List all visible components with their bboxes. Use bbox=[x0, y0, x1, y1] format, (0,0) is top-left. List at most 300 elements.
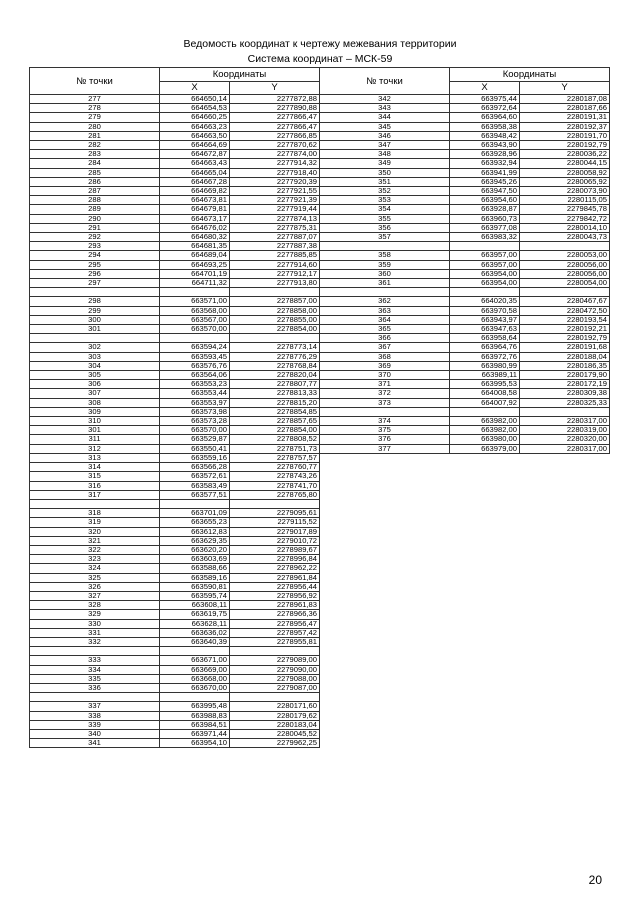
y-coordinate-cell: 2278807,77 bbox=[230, 380, 320, 389]
header-y: Y bbox=[520, 82, 610, 95]
point-number-cell: 303 bbox=[30, 352, 160, 361]
table-row bbox=[320, 187, 610, 196]
point-number-cell: 348 bbox=[320, 150, 450, 159]
y-coordinate-cell bbox=[230, 288, 320, 297]
point-number-cell: 277 bbox=[30, 95, 160, 104]
table-row bbox=[30, 683, 320, 692]
x-coordinate-cell: 664660,25 bbox=[160, 113, 230, 122]
point-number-cell: 343 bbox=[320, 104, 450, 113]
y-coordinate-cell: 2277914,32 bbox=[230, 159, 320, 168]
y-coordinate-cell: 2277921,39 bbox=[230, 196, 320, 205]
table-row bbox=[30, 702, 320, 711]
point-number-cell: 311 bbox=[30, 435, 160, 444]
table-row bbox=[320, 104, 610, 113]
table-row bbox=[30, 279, 320, 288]
y-coordinate-cell: 2278956,92 bbox=[230, 591, 320, 600]
y-coordinate-cell: 2277874,00 bbox=[230, 150, 320, 159]
x-coordinate-cell: 664673,17 bbox=[160, 214, 230, 223]
point-number-cell: 357 bbox=[320, 233, 450, 242]
x-coordinate-cell: 664663,23 bbox=[160, 122, 230, 131]
point-number-cell: 349 bbox=[320, 159, 450, 168]
y-coordinate-cell: 2279095,61 bbox=[230, 509, 320, 518]
y-coordinate-cell: 2280192,79 bbox=[520, 141, 610, 150]
header-coordinates: Координаты bbox=[160, 68, 320, 82]
point-number-cell: 323 bbox=[30, 555, 160, 564]
x-coordinate-cell: 663655,23 bbox=[160, 518, 230, 527]
y-coordinate-cell: 2280073,90 bbox=[520, 187, 610, 196]
y-coordinate-cell: 2280043,73 bbox=[520, 233, 610, 242]
x-coordinate-cell: 664679,81 bbox=[160, 205, 230, 214]
x-coordinate-cell: 663701,09 bbox=[160, 509, 230, 518]
table-row bbox=[320, 389, 610, 398]
y-coordinate-cell: 2279089,00 bbox=[230, 656, 320, 665]
x-coordinate-cell: 663620,20 bbox=[160, 545, 230, 554]
y-coordinate-cell: 2277866,47 bbox=[230, 113, 320, 122]
point-number-cell bbox=[30, 288, 160, 297]
point-number-cell: 316 bbox=[30, 481, 160, 490]
y-coordinate-cell: 2280472,50 bbox=[520, 306, 610, 315]
x-coordinate-cell: 664664,69 bbox=[160, 141, 230, 150]
table-row bbox=[30, 417, 320, 426]
x-coordinate-cell: 663982,00 bbox=[450, 417, 520, 426]
point-number-cell: 293 bbox=[30, 242, 160, 251]
y-coordinate-cell: 2277885,85 bbox=[230, 251, 320, 260]
header-point-number: № точки bbox=[320, 68, 450, 95]
coordinate-system-subtitle: Система координат – МСК-59 bbox=[247, 53, 393, 65]
point-number-cell bbox=[30, 693, 160, 702]
y-coordinate-cell: 2278857,00 bbox=[230, 297, 320, 306]
x-coordinate-cell: 663941,99 bbox=[450, 168, 520, 177]
y-coordinate-cell: 2277872,88 bbox=[230, 95, 320, 104]
point-number-cell: 284 bbox=[30, 159, 160, 168]
table-row bbox=[30, 601, 320, 610]
y-coordinate-cell: 2280115,05 bbox=[520, 196, 610, 205]
table-row bbox=[30, 122, 320, 131]
point-number-cell: 375 bbox=[320, 426, 450, 435]
y-coordinate-cell: 2278961,84 bbox=[230, 573, 320, 582]
y-coordinate-cell bbox=[520, 407, 610, 416]
point-number-cell: 371 bbox=[320, 380, 450, 389]
table-row bbox=[30, 306, 320, 315]
x-coordinate-cell bbox=[160, 647, 230, 656]
point-number-cell: 278 bbox=[30, 104, 160, 113]
table-row bbox=[320, 131, 610, 140]
point-number-cell: 353 bbox=[320, 196, 450, 205]
y-coordinate-cell: 2280320,00 bbox=[520, 435, 610, 444]
x-coordinate-cell bbox=[450, 288, 520, 297]
y-coordinate-cell: 2280044,15 bbox=[520, 159, 610, 168]
x-coordinate-cell: 663589,16 bbox=[160, 573, 230, 582]
table-row bbox=[30, 637, 320, 646]
table-row bbox=[30, 196, 320, 205]
table-row bbox=[30, 674, 320, 683]
table-row bbox=[320, 306, 610, 315]
y-coordinate-cell: 2277887,38 bbox=[230, 242, 320, 251]
point-number-cell: 337 bbox=[30, 702, 160, 711]
table-row bbox=[30, 343, 320, 352]
y-coordinate-cell: 2280188,04 bbox=[520, 352, 610, 361]
x-coordinate-cell: 664673,81 bbox=[160, 196, 230, 205]
x-coordinate-cell: 664689,04 bbox=[160, 251, 230, 260]
x-coordinate-cell: 663671,00 bbox=[160, 656, 230, 665]
table-row bbox=[320, 168, 610, 177]
table-row bbox=[320, 251, 610, 260]
point-number-cell: 377 bbox=[320, 444, 450, 453]
x-coordinate-cell: 663960,73 bbox=[450, 214, 520, 223]
table-row bbox=[320, 122, 610, 131]
point-number-cell bbox=[30, 647, 160, 656]
x-coordinate-cell: 663989,11 bbox=[450, 371, 520, 380]
x-coordinate-cell bbox=[160, 693, 230, 702]
y-coordinate-cell: 2280172,19 bbox=[520, 380, 610, 389]
y-coordinate-cell: 2280325,33 bbox=[520, 398, 610, 407]
point-number-cell: 367 bbox=[320, 343, 450, 352]
x-coordinate-cell: 663928,96 bbox=[450, 150, 520, 159]
point-number-cell: 368 bbox=[320, 352, 450, 361]
point-number-cell: 327 bbox=[30, 591, 160, 600]
x-coordinate-cell: 663577,51 bbox=[160, 490, 230, 499]
y-coordinate-cell: 2280193,54 bbox=[520, 315, 610, 324]
y-coordinate-cell: 2278820,04 bbox=[230, 371, 320, 380]
table-row bbox=[30, 380, 320, 389]
page-number: 20 bbox=[588, 873, 602, 887]
point-number-cell: 287 bbox=[30, 187, 160, 196]
point-number-cell: 335 bbox=[30, 674, 160, 683]
y-coordinate-cell: 2277890,88 bbox=[230, 104, 320, 113]
table-row bbox=[30, 739, 320, 748]
table-row bbox=[30, 205, 320, 214]
table-row bbox=[30, 619, 320, 628]
y-coordinate-cell: 2278765,80 bbox=[230, 490, 320, 499]
y-coordinate-cell: 2277921,55 bbox=[230, 187, 320, 196]
table-row bbox=[30, 720, 320, 729]
y-coordinate-cell: 2278751,73 bbox=[230, 444, 320, 453]
table-row bbox=[30, 95, 320, 104]
table-row bbox=[320, 444, 610, 453]
point-number-cell: 308 bbox=[30, 398, 160, 407]
table-row bbox=[30, 187, 320, 196]
y-coordinate-cell bbox=[520, 288, 610, 297]
y-coordinate-cell: 2280065,92 bbox=[520, 177, 610, 186]
point-number-cell bbox=[320, 288, 450, 297]
x-coordinate-cell: 663571,00 bbox=[160, 297, 230, 306]
point-number-cell: 333 bbox=[30, 656, 160, 665]
y-coordinate-cell: 2277912,17 bbox=[230, 269, 320, 278]
point-number-cell: 364 bbox=[320, 315, 450, 324]
table-row bbox=[30, 564, 320, 573]
y-coordinate-cell: 2279090,00 bbox=[230, 665, 320, 674]
point-number-cell: 373 bbox=[320, 398, 450, 407]
y-coordinate-cell: 2280317,00 bbox=[520, 417, 610, 426]
y-coordinate-cell: 2278854,85 bbox=[230, 407, 320, 416]
point-number-cell: 309 bbox=[30, 407, 160, 416]
x-coordinate-cell: 663954,60 bbox=[450, 196, 520, 205]
table-row bbox=[320, 426, 610, 435]
point-number-cell: 361 bbox=[320, 279, 450, 288]
y-coordinate-cell: 2279088,00 bbox=[230, 674, 320, 683]
table-row bbox=[320, 380, 610, 389]
point-number-cell: 295 bbox=[30, 260, 160, 269]
x-coordinate-cell: 663964,76 bbox=[450, 343, 520, 352]
x-coordinate-cell: 663608,11 bbox=[160, 601, 230, 610]
point-number-cell: 336 bbox=[30, 683, 160, 692]
x-coordinate-cell: 663572,61 bbox=[160, 472, 230, 481]
table-row bbox=[30, 398, 320, 407]
point-number-cell: 374 bbox=[320, 417, 450, 426]
point-number-cell: 346 bbox=[320, 131, 450, 140]
y-coordinate-cell: 2280056,00 bbox=[520, 269, 610, 278]
x-coordinate-cell: 663932,94 bbox=[450, 159, 520, 168]
y-coordinate-cell: 2278815,20 bbox=[230, 398, 320, 407]
x-coordinate-cell: 663964,60 bbox=[450, 113, 520, 122]
x-coordinate-cell: 663636,02 bbox=[160, 628, 230, 637]
table-row bbox=[30, 260, 320, 269]
y-coordinate-cell: 2280171,60 bbox=[230, 702, 320, 711]
table-row bbox=[30, 371, 320, 380]
point-number-cell: 313 bbox=[30, 453, 160, 462]
table-row bbox=[320, 205, 610, 214]
y-coordinate-cell: 2279017,89 bbox=[230, 527, 320, 536]
table-row bbox=[30, 334, 320, 343]
table-row bbox=[30, 168, 320, 177]
point-number-cell: 355 bbox=[320, 214, 450, 223]
table-row bbox=[30, 361, 320, 370]
y-coordinate-cell: 2278813,33 bbox=[230, 389, 320, 398]
table-row bbox=[320, 223, 610, 232]
y-coordinate-cell: 2277870,62 bbox=[230, 141, 320, 150]
x-coordinate-cell: 663629,35 bbox=[160, 536, 230, 545]
y-coordinate-cell: 2278757,57 bbox=[230, 453, 320, 462]
x-coordinate-cell: 664676,02 bbox=[160, 223, 230, 232]
point-number-cell: 338 bbox=[30, 711, 160, 720]
y-coordinate-cell: 2280183,04 bbox=[230, 720, 320, 729]
point-number-cell: 330 bbox=[30, 619, 160, 628]
y-coordinate-cell: 2278962,22 bbox=[230, 564, 320, 573]
y-coordinate-cell: 2279115,52 bbox=[230, 518, 320, 527]
table-row bbox=[30, 665, 320, 674]
point-number-cell: 322 bbox=[30, 545, 160, 554]
point-number-cell: 365 bbox=[320, 325, 450, 334]
y-coordinate-cell: 2280186,35 bbox=[520, 361, 610, 370]
y-coordinate-cell: 2280192,37 bbox=[520, 122, 610, 131]
y-coordinate-cell: 2280036,22 bbox=[520, 150, 610, 159]
x-coordinate-cell: 664654,53 bbox=[160, 104, 230, 113]
point-number-cell: 298 bbox=[30, 297, 160, 306]
table-row bbox=[320, 159, 610, 168]
x-coordinate-cell: 663984,51 bbox=[160, 720, 230, 729]
point-number-cell: 354 bbox=[320, 205, 450, 214]
x-coordinate-cell: 664680,32 bbox=[160, 233, 230, 242]
x-coordinate-cell: 663972,76 bbox=[450, 352, 520, 361]
point-number-cell: 281 bbox=[30, 131, 160, 140]
x-coordinate-cell: 663957,00 bbox=[450, 251, 520, 260]
y-coordinate-cell: 2280054,00 bbox=[520, 279, 610, 288]
x-coordinate-cell: 663603,69 bbox=[160, 555, 230, 564]
x-coordinate-cell: 664663,43 bbox=[160, 159, 230, 168]
table-row bbox=[30, 490, 320, 499]
y-coordinate-cell: 2278855,00 bbox=[230, 315, 320, 324]
y-coordinate-cell: 2280056,00 bbox=[520, 260, 610, 269]
table-row bbox=[30, 242, 320, 251]
y-coordinate-cell: 2278741,70 bbox=[230, 481, 320, 490]
x-coordinate-cell: 664669,82 bbox=[160, 187, 230, 196]
x-coordinate-cell: 663590,81 bbox=[160, 582, 230, 591]
x-coordinate-cell: 663594,24 bbox=[160, 343, 230, 352]
y-coordinate-cell: 2278776,29 bbox=[230, 352, 320, 361]
table-row bbox=[30, 628, 320, 637]
x-coordinate-cell: 664672,87 bbox=[160, 150, 230, 159]
y-coordinate-cell: 2280192,21 bbox=[520, 325, 610, 334]
document-title: Ведомость координат к чертежу межевания территории bbox=[183, 38, 457, 50]
table-row bbox=[30, 582, 320, 591]
y-coordinate-cell: 2280179,90 bbox=[520, 371, 610, 380]
x-coordinate-cell: 663553,97 bbox=[160, 398, 230, 407]
x-coordinate-cell: 663988,83 bbox=[160, 711, 230, 720]
x-coordinate-cell: 663553,44 bbox=[160, 389, 230, 398]
point-number-cell: 363 bbox=[320, 306, 450, 315]
point-number-cell: 300 bbox=[30, 315, 160, 324]
table-row bbox=[320, 269, 610, 278]
table-row bbox=[30, 444, 320, 453]
y-coordinate-cell: 2278955,81 bbox=[230, 637, 320, 646]
x-coordinate-cell: 663958,38 bbox=[450, 122, 520, 131]
x-coordinate-cell: 663570,00 bbox=[160, 325, 230, 334]
point-number-cell: 320 bbox=[30, 527, 160, 536]
x-coordinate-cell: 663595,74 bbox=[160, 591, 230, 600]
table-row bbox=[30, 297, 320, 306]
x-coordinate-cell: 664681,35 bbox=[160, 242, 230, 251]
point-number-cell: 285 bbox=[30, 168, 160, 177]
table-row bbox=[320, 113, 610, 122]
table-row bbox=[320, 233, 610, 242]
table-row bbox=[30, 527, 320, 536]
y-coordinate-cell: 2280192,79 bbox=[520, 334, 610, 343]
table-row bbox=[30, 499, 320, 508]
x-coordinate-cell: 663928,87 bbox=[450, 205, 520, 214]
point-number-cell: 341 bbox=[30, 739, 160, 748]
y-coordinate-cell: 2277875,31 bbox=[230, 223, 320, 232]
point-number-cell: 280 bbox=[30, 122, 160, 131]
header-x: X bbox=[160, 82, 230, 95]
y-coordinate-cell: 2280319,00 bbox=[520, 426, 610, 435]
x-coordinate-cell: 664663,50 bbox=[160, 131, 230, 140]
y-coordinate-cell bbox=[230, 693, 320, 702]
table-row bbox=[320, 435, 610, 444]
y-coordinate-cell: 2280187,08 bbox=[520, 95, 610, 104]
table-row bbox=[30, 177, 320, 186]
y-coordinate-cell: 2280191,68 bbox=[520, 343, 610, 352]
table-row bbox=[30, 113, 320, 122]
point-number-cell: 315 bbox=[30, 472, 160, 481]
y-coordinate-cell: 2278858,00 bbox=[230, 306, 320, 315]
x-coordinate-cell: 663970,58 bbox=[450, 306, 520, 315]
table-row bbox=[30, 463, 320, 472]
table-row bbox=[30, 555, 320, 564]
y-coordinate-cell: 2278996,84 bbox=[230, 555, 320, 564]
y-coordinate-cell: 2280179,62 bbox=[230, 711, 320, 720]
table-row bbox=[30, 288, 320, 297]
table-row bbox=[320, 260, 610, 269]
point-number-cell: 347 bbox=[320, 141, 450, 150]
table-row bbox=[320, 297, 610, 306]
table-row bbox=[30, 223, 320, 232]
x-coordinate-cell: 663628,11 bbox=[160, 619, 230, 628]
table-row bbox=[30, 711, 320, 720]
y-coordinate-cell: 2277919,44 bbox=[230, 205, 320, 214]
point-number-cell bbox=[30, 334, 160, 343]
right-table-body bbox=[320, 95, 610, 454]
table-row bbox=[30, 729, 320, 738]
table-row bbox=[320, 334, 610, 343]
point-number-cell: 340 bbox=[30, 729, 160, 738]
point-number-cell: 290 bbox=[30, 214, 160, 223]
point-number-cell: 297 bbox=[30, 279, 160, 288]
table-row bbox=[30, 518, 320, 527]
y-coordinate-cell: 2279087,00 bbox=[230, 683, 320, 692]
y-coordinate-cell: 2277866,47 bbox=[230, 122, 320, 131]
x-coordinate-cell: 663573,28 bbox=[160, 417, 230, 426]
x-coordinate-cell bbox=[160, 499, 230, 508]
table-row bbox=[320, 325, 610, 334]
point-number-cell: 342 bbox=[320, 95, 450, 104]
y-coordinate-cell: 2280191,31 bbox=[520, 113, 610, 122]
x-coordinate-cell: 663668,00 bbox=[160, 674, 230, 683]
x-coordinate-cell: 663995,53 bbox=[450, 380, 520, 389]
table-row bbox=[320, 398, 610, 407]
y-coordinate-cell: 2278808,52 bbox=[230, 435, 320, 444]
point-number-cell: 350 bbox=[320, 168, 450, 177]
x-coordinate-cell: 663943,90 bbox=[450, 141, 520, 150]
table-row bbox=[30, 647, 320, 656]
y-coordinate-cell: 2277887,07 bbox=[230, 233, 320, 242]
point-number-cell: 310 bbox=[30, 417, 160, 426]
point-number-cell bbox=[320, 242, 450, 251]
point-number-cell: 329 bbox=[30, 610, 160, 619]
point-number-cell: 305 bbox=[30, 371, 160, 380]
table-row bbox=[320, 371, 610, 380]
y-coordinate-cell: 2277866,85 bbox=[230, 131, 320, 140]
point-number-cell: 282 bbox=[30, 141, 160, 150]
point-number-cell: 334 bbox=[30, 665, 160, 674]
y-coordinate-cell: 2278773,14 bbox=[230, 343, 320, 352]
point-number-cell: 286 bbox=[30, 177, 160, 186]
y-coordinate-cell: 2280191,70 bbox=[520, 131, 610, 140]
point-number-cell: 299 bbox=[30, 306, 160, 315]
x-coordinate-cell: 664008,58 bbox=[450, 389, 520, 398]
x-coordinate-cell bbox=[450, 242, 520, 251]
header-x: X bbox=[450, 82, 520, 95]
x-coordinate-cell: 663947,50 bbox=[450, 187, 520, 196]
x-coordinate-cell bbox=[450, 407, 520, 416]
y-coordinate-cell: 2278961,83 bbox=[230, 601, 320, 610]
table-row bbox=[320, 214, 610, 223]
y-coordinate-cell: 2278966,36 bbox=[230, 610, 320, 619]
table-row bbox=[30, 472, 320, 481]
table-row bbox=[320, 141, 610, 150]
point-number-cell: 318 bbox=[30, 509, 160, 518]
y-coordinate-cell bbox=[520, 242, 610, 251]
point-number-cell bbox=[320, 407, 450, 416]
point-number-cell: 294 bbox=[30, 251, 160, 260]
point-number-cell: 360 bbox=[320, 269, 450, 278]
x-coordinate-cell: 663943,97 bbox=[450, 315, 520, 324]
y-coordinate-cell: 2277874,13 bbox=[230, 214, 320, 223]
point-number-cell: 283 bbox=[30, 150, 160, 159]
table-row bbox=[320, 279, 610, 288]
x-coordinate-cell: 664693,25 bbox=[160, 260, 230, 269]
x-coordinate-cell: 663669,00 bbox=[160, 665, 230, 674]
y-coordinate-cell: 2280045,52 bbox=[230, 729, 320, 738]
